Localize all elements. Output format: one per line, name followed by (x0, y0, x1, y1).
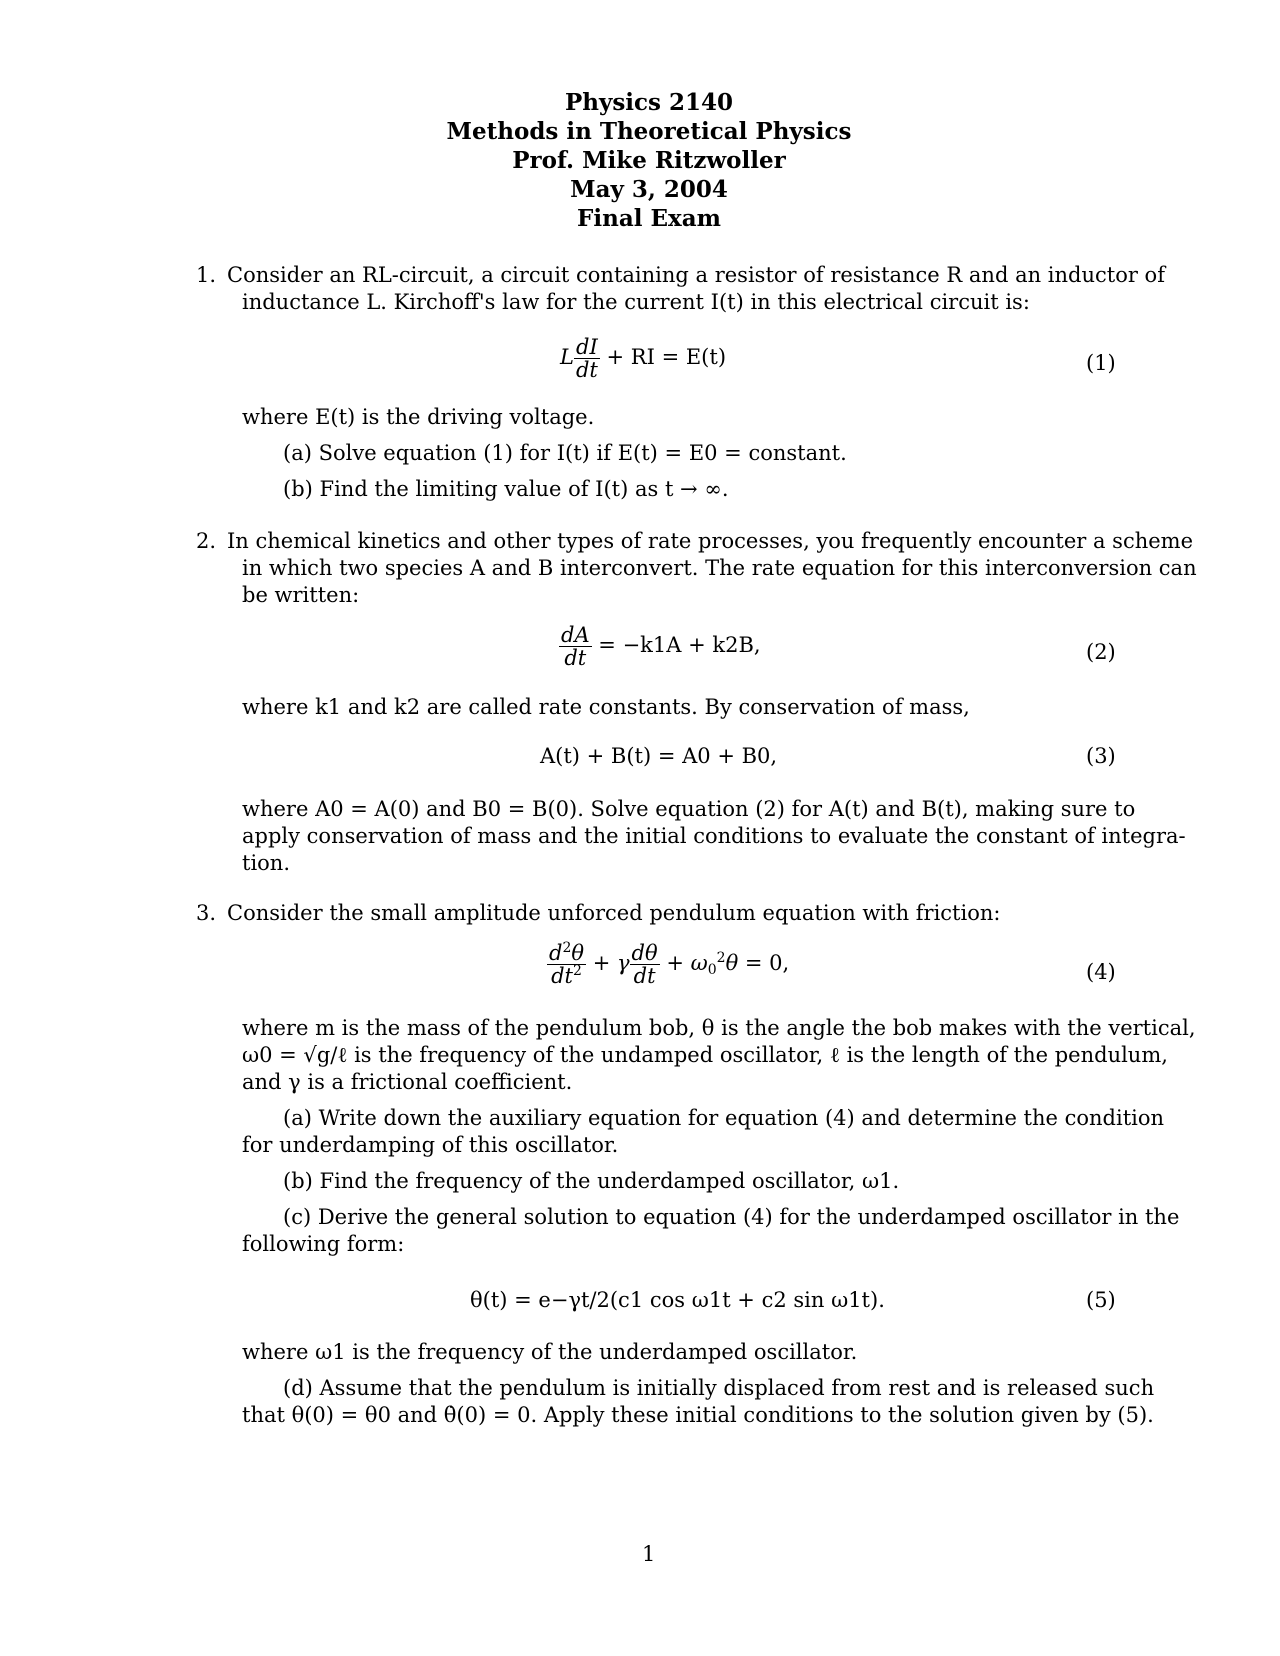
equation-1-number: (1) (1086, 351, 1116, 375)
problem-2-text-line1: In chemical kinetics and other types of rate processes, you frequently encounter a scheme (227, 529, 1193, 553)
page-number: 1 (642, 1542, 656, 1566)
problem-3-after-line2: ω0 = √g/ℓ is the frequency of the undamped oscillator, ℓ is the length of the pendulum, (242, 1043, 1168, 1067)
course-title: Methods in Theoretical Physics (446, 118, 852, 145)
problem-3-part-d-line2: that θ(0) = θ0 and θ̇(0) = 0. Apply these initial conditions to the solution given by (5). (242, 1403, 1154, 1427)
problem-2-after-line2: apply conservation of mass and the initial conditions to evaluate the constant of integra- (242, 824, 1186, 848)
equation-4: $\frac{d^2\theta}{dt^2}$ + γ $\frac{d\theta}{dt}$ + $\omega_0^2\theta = 0$, (549, 940, 790, 988)
problem-3-part-d-line1: (d) Assume that the pendulum is initially displaced from rest and is released such (283, 1376, 1155, 1400)
problem-3-after-c: where ω1 is the frequency of the underdamped oscillator. (242, 1340, 858, 1364)
problem-3-number: 3. (196, 901, 217, 925)
equation-2 (559, 624, 761, 669)
equation-1-rhs: + RI = E(t) (606, 345, 727, 369)
problem-3-text-line1: Consider the small amplitude unforced pendulum equation with friction: (227, 901, 1001, 925)
exam-header (0, 88, 1280, 233)
equation-5: θ(t) = e−γt/2(c1 cos ω1t + c2 sin ω1t). (470, 1288, 885, 1312)
problem-3-part-c-line2: following form: (242, 1232, 405, 1256)
problem-1-part-a: (a) Solve equation (1) for I(t) if E(t) = E0 = constant. (283, 441, 847, 465)
problem-3-part-a-line2: for underdamping of this oscillator. (242, 1133, 619, 1157)
problem-2-after-line1: where A0 = A(0) and B0 = B(0). Solve equation (2) for A(t) and B(t), making sure to (242, 797, 1136, 821)
problem-3-after-line3: and γ is a frictional coefficient. (242, 1070, 573, 1094)
problem-3-part-a-line1: (a) Write down the auxiliary equation for equation (4) and determine the condition (283, 1106, 1165, 1130)
problem-2-middle: where k1 and k2 are called rate constants. By conservation of mass, (242, 695, 970, 719)
problem-1-after: where E(t) is the driving voltage. (242, 405, 595, 429)
equation-1: L $\frac{dI}{dt}$ + RI = E(t) (560, 335, 727, 382)
course-number: Physics 2140 (564, 89, 734, 116)
problem-1-text-line1: Consider an RL-circuit, a circuit containing a resistor of resistance R and an inductor of (227, 263, 1165, 287)
equation-5-number: (5) (1086, 1288, 1116, 1312)
exam-date: May 3, 2004 (570, 176, 728, 203)
problem-2-after-line3: tion. (242, 851, 290, 875)
dI-dt-fraction: $\frac{dI}{dt}$ (575, 335, 598, 382)
d2theta-dt2-fraction: $\frac{d^2\theta}{dt^2}$ (549, 940, 585, 988)
equation-2-number: (2) (1086, 640, 1116, 664)
problem-3-part-b: (b) Find the frequency of the underdamped oscillator, ω1. (283, 1169, 900, 1193)
problem-1-part-b: (b) Find the limiting value of I(t) as t → ∞. (283, 477, 729, 501)
dtheta-dt-fraction: $\frac{d\theta}{dt}$ (631, 941, 658, 988)
equation-3-number: (3) (1086, 744, 1116, 768)
problem-2-text-line3: be written: (242, 583, 360, 607)
problem-1-text-line2: inductance L. Kirchoff's law for the current I(t) in this electrical circuit is: (242, 290, 1030, 314)
problem-1-number: 1. (196, 263, 217, 287)
exam-type: Final Exam (577, 205, 721, 232)
problem-2-text-line2: in which two species A and B interconvert. The rate equation for this interconversion can (242, 556, 1197, 580)
problem-2-number: 2. (196, 529, 217, 553)
dA-dt-fraction: $\frac{dA}{dt}$ (561, 623, 590, 670)
equation-2-rhs: = −k1A + k2B, (598, 633, 761, 657)
problem-3-after-line1: where m is the mass of the pendulum bob, θ is the angle the bob makes with the vertical, (242, 1016, 1196, 1040)
professor-name: Prof. Mike Ritzwoller (512, 147, 786, 174)
equation-3: A(t) + B(t) = A0 + B0, (540, 744, 778, 768)
problem-3-part-c-line1: (c) Derive the general solution to equation (4) for the underdamped oscillator in the (283, 1205, 1180, 1229)
equation-4-number: (4) (1086, 960, 1116, 984)
